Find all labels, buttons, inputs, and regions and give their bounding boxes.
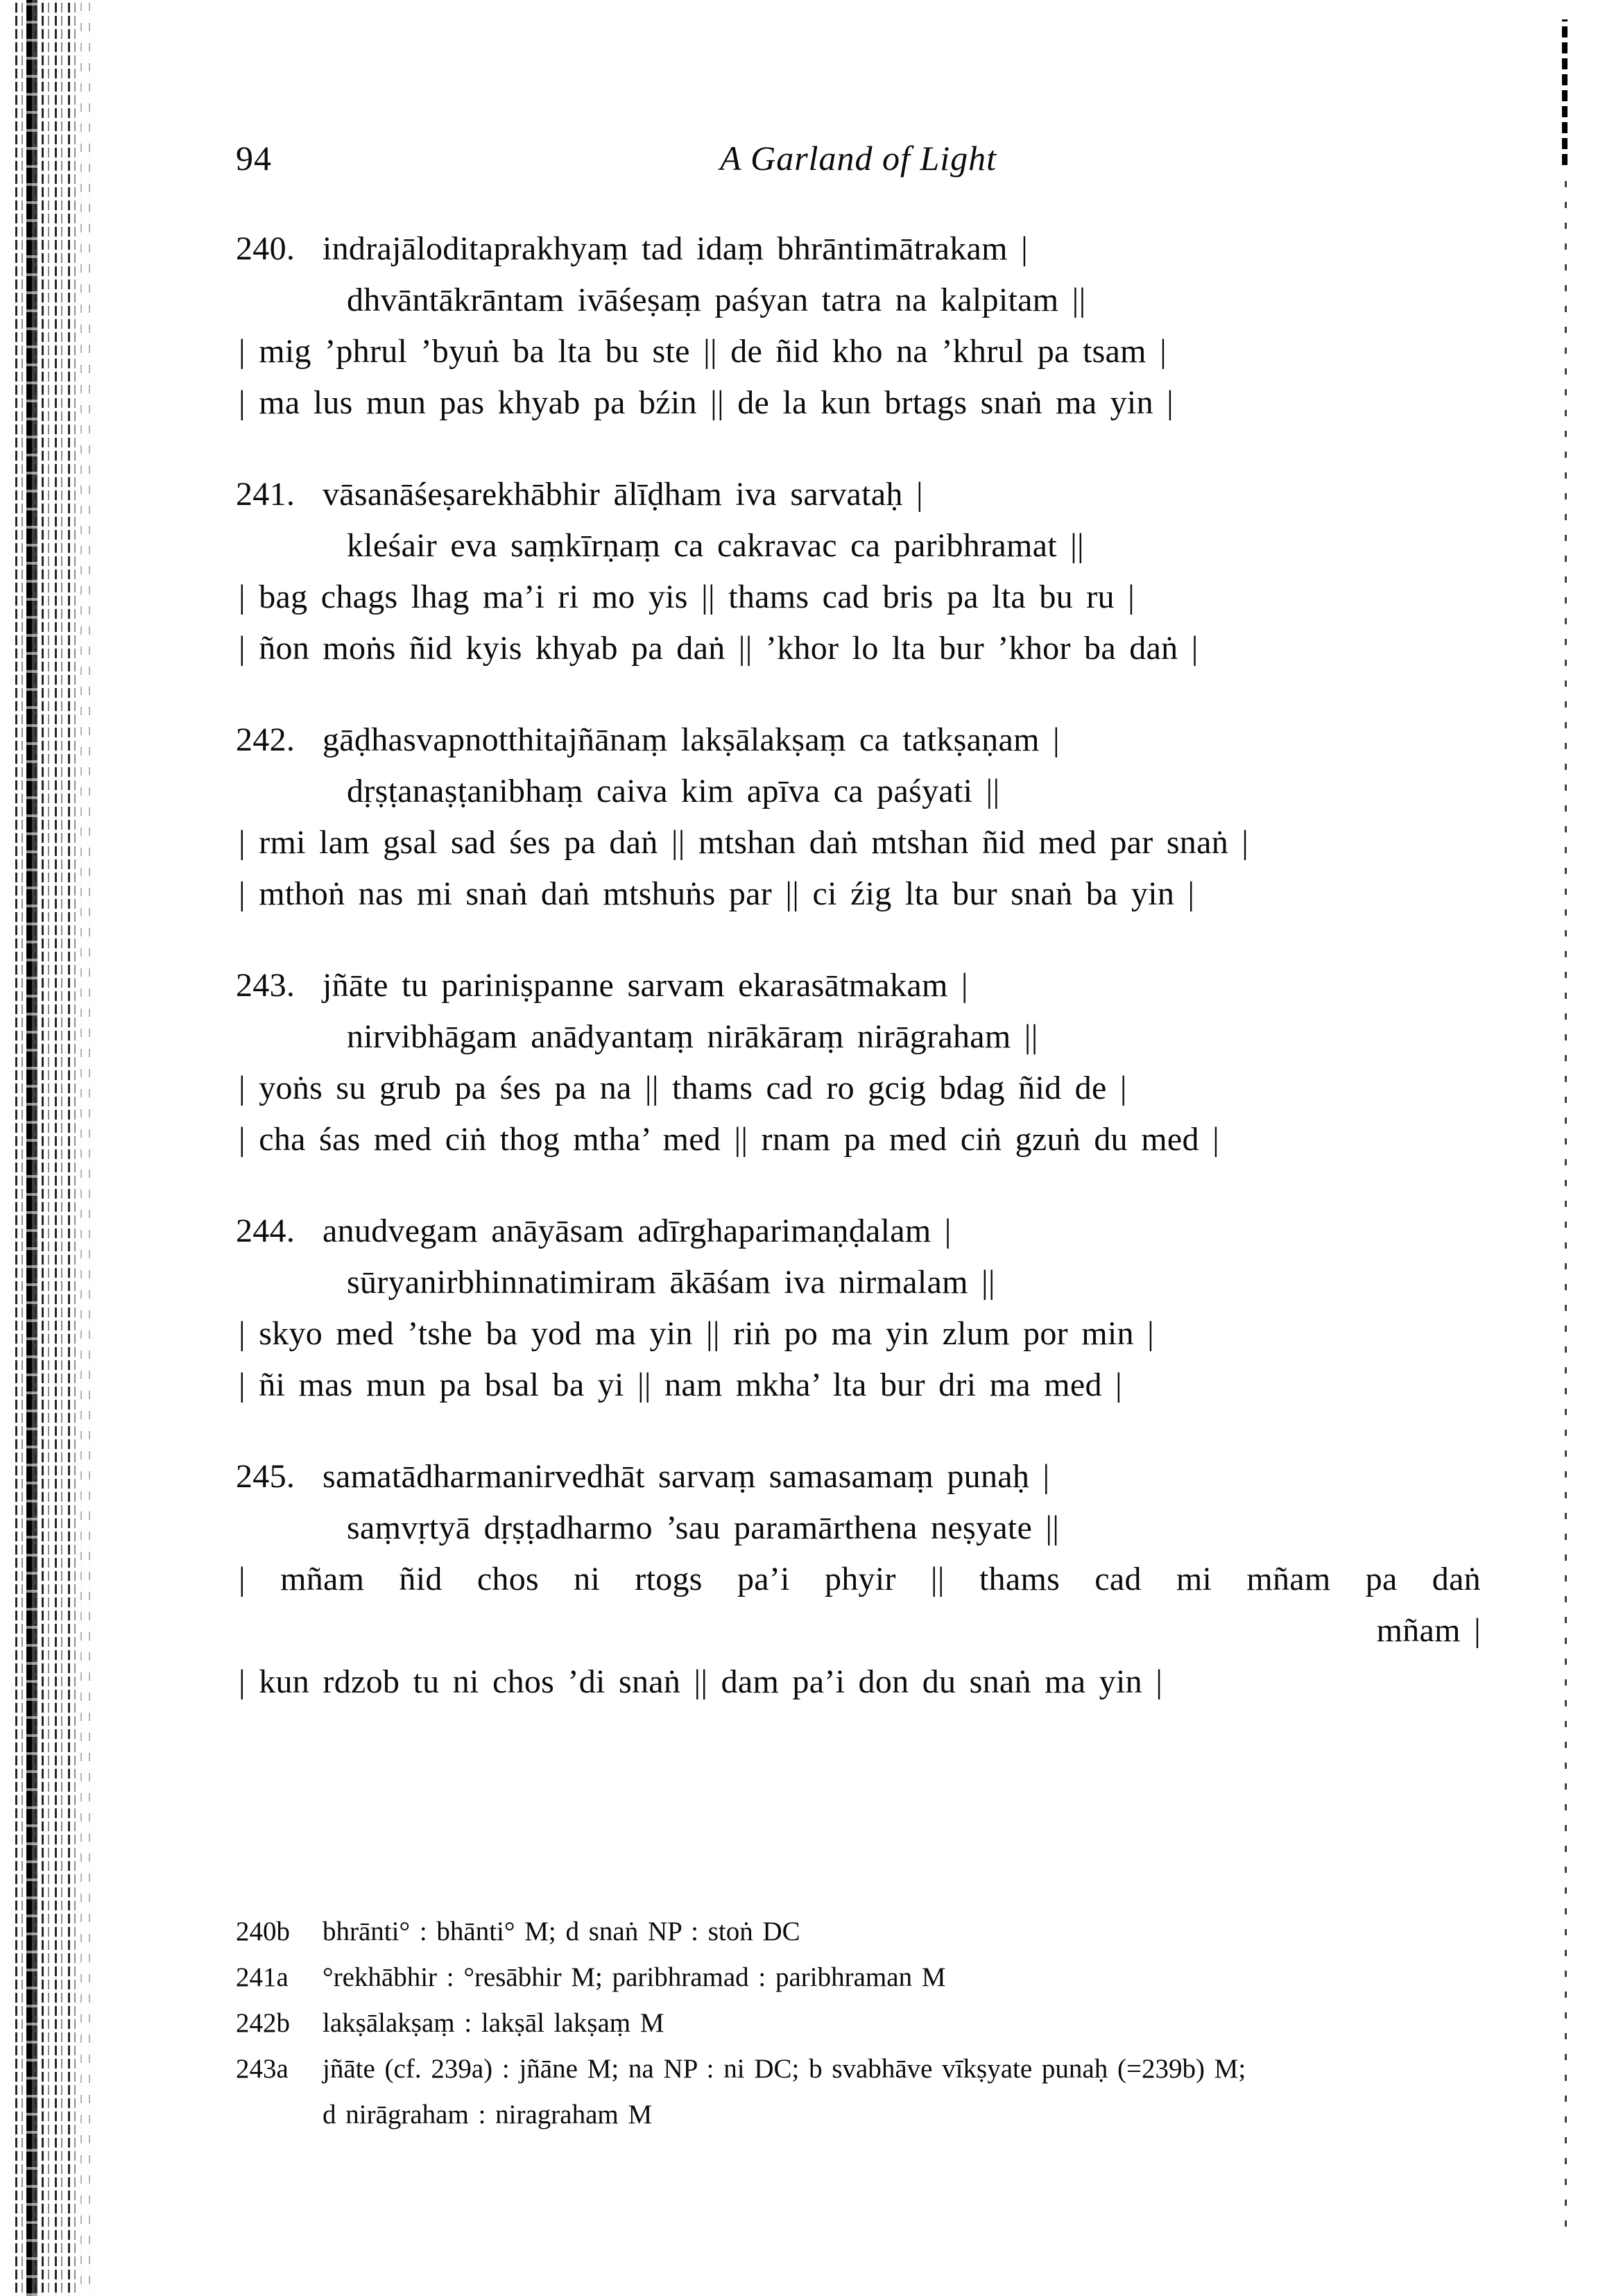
- verse-number: 245.: [236, 1458, 295, 1495]
- tibetan-line: | cha śas med ciṅ thog mtha’ med || rnam pa med ciṅ gzuṅ du med |: [239, 1121, 1220, 1158]
- footnote-text: bhrānti° : bhānti° M; d snaṅ NP : stoṅ DC: [323, 1917, 800, 1946]
- sanskrit-line: [236, 960, 1481, 1011]
- tibetan-line: | ma lus mun pas khyab pa bźin || de la kun brtags snaṅ ma yin |: [239, 384, 1174, 421]
- footnote-label: 240b: [236, 1917, 290, 1946]
- critical-apparatus: [236, 1909, 1568, 2138]
- tibetan-line: | ñon moṅs ñid kyis khyab pa daṅ || ’khor lo lta bur ’khor ba daṅ |: [239, 630, 1199, 667]
- tibetan-line: | rmi lam gsal sad śes pa daṅ || mtshan daṅ mtshan ñid med par snaṅ |: [239, 824, 1249, 861]
- sanskrit-line: sūryanirbhinnatimiram ākāśam iva nirmalam ||: [347, 1264, 995, 1301]
- verse-content: [236, 223, 1481, 1748]
- sanskrit-text: vāsanāśeṣarekhābhir ālīḍham iva sarvataḥ |: [323, 476, 923, 513]
- tibetan-line: | yoṅs su grub pa śes pa na || thams cad ro gcig bdag ñid de |: [239, 1070, 1127, 1106]
- verse-number: 243.: [236, 967, 295, 1004]
- sanskrit-text: samatādharmanirvedhāt sarvaṃ samasamaṃ punaḥ |: [323, 1458, 1050, 1495]
- tibetan-line: | mñam ñid chos ni rtogs pa’i phyir || thams cad mi mñam pa daṅ: [239, 1561, 1481, 1597]
- sanskrit-text: gāḍhasvapnotthitajñānaṃ lakṣālakṣaṃ ca tatkṣaṇam |: [323, 721, 1060, 758]
- verse-number: 240.: [236, 230, 295, 267]
- page-number: 94: [236, 139, 272, 178]
- running-title: A Garland of Light: [719, 139, 997, 178]
- footnote-label: 243a: [236, 2054, 289, 2084]
- page-header: [236, 137, 1481, 179]
- tibetan-line: | skyo med ’tshe ba yod ma yin || riṅ po ma yin zlum por min |: [239, 1315, 1155, 1352]
- tibetan-line: | mthoṅ nas mi snaṅ daṅ mtshuṅs par || ci źig lta bur snaṅ ba yin |: [239, 875, 1195, 912]
- right-edge-artifact-top: [1562, 19, 1568, 165]
- verse-242: [236, 714, 1481, 920]
- sanskrit-line: dṛṣṭanaṣṭanibhaṃ caiva kim apīva ca paśyati ||: [347, 773, 1000, 809]
- sanskrit-line: [236, 469, 1481, 520]
- footnote-text: lakṣālakṣaṃ : lakṣāl lakṣaṃ M: [323, 2008, 664, 2038]
- verse-244: [236, 1206, 1481, 1411]
- tibetan-line: | kun rdzob tu ni chos ’di snaṅ || dam pa’i don du snaṅ ma yin |: [239, 1663, 1163, 1700]
- footnote: [236, 1909, 1568, 1955]
- sanskrit-line: dhvāntākrāntam ivāśeṣaṃ paśyan tatra na kalpitam ||: [347, 282, 1086, 318]
- binding-gutter-sparse-artifact: [80, 0, 96, 2296]
- footnote-label: 241a: [236, 1962, 289, 1992]
- sanskrit-text: jñāte tu pariniṣpanne sarvam ekarasātmakam |: [323, 967, 968, 1004]
- footnote-continuation: [236, 2092, 1568, 2138]
- sanskrit-line: [236, 1206, 1481, 1257]
- verse-number: 242.: [236, 721, 295, 758]
- sanskrit-line: saṃvṛtyā dṛṣṭadharmo ’sau paramārthena neṣyate ||: [347, 1509, 1060, 1546]
- verse-240: [236, 223, 1481, 429]
- footnote: [236, 1955, 1568, 2001]
- footnote-label: 242b: [236, 2008, 290, 2038]
- sanskrit-line: [236, 714, 1481, 766]
- verse-245: [236, 1451, 1481, 1708]
- footnote: [236, 2046, 1568, 2092]
- footnote-text: jñāte (cf. 239a) : jñāne M; na NP : ni DC; b svabhāve vīkṣyate punaḥ (=239b) M;: [323, 2054, 1246, 2084]
- verse-243: [236, 960, 1481, 1165]
- verse-number: 244.: [236, 1213, 295, 1249]
- binding-gutter-artifact: [15, 0, 79, 2296]
- tibetan-line: | mig ’phrul ’byuṅ ba lta bu ste || de ñid kho na ’khrul pa tsam |: [239, 333, 1167, 370]
- binding-gutter-core-artifact: [26, 0, 37, 2296]
- sanskrit-line: kleśair eva saṃkīrṇaṃ ca cakravac ca paribhramat ||: [347, 527, 1084, 564]
- verse-number: 241.: [236, 476, 295, 513]
- sanskrit-line: nirvibhāgam anādyantaṃ nirākāraṃ nirāgraham ||: [347, 1018, 1038, 1055]
- footnote-text: °rekhābhir : °resābhir M; paribhramad : paribhraman M: [323, 1962, 946, 1992]
- tibetan-overflow-line: mñam |: [1376, 1612, 1481, 1649]
- tibetan-line: | bag chags lhag ma’i ri mo yis || thams cad bris pa lta bu ru |: [239, 579, 1135, 615]
- sanskrit-text: indrajāloditaprakhyaṃ tad idaṃ bhrāntimātrakam |: [323, 230, 1029, 267]
- tibetan-line: | ñi mas mun pa bsal ba yi || nam mkha’ lta bur dri ma med |: [239, 1367, 1122, 1403]
- footnote-text: d nirāgraham : niragraham M: [323, 2100, 653, 2130]
- footnote: [236, 2001, 1568, 2046]
- sanskrit-text: anudvegam anāyāsam adīrghaparimaṇḍalam |: [323, 1213, 952, 1249]
- sanskrit-line: [236, 223, 1481, 275]
- sanskrit-line: [236, 1451, 1481, 1502]
- verse-241: [236, 469, 1481, 674]
